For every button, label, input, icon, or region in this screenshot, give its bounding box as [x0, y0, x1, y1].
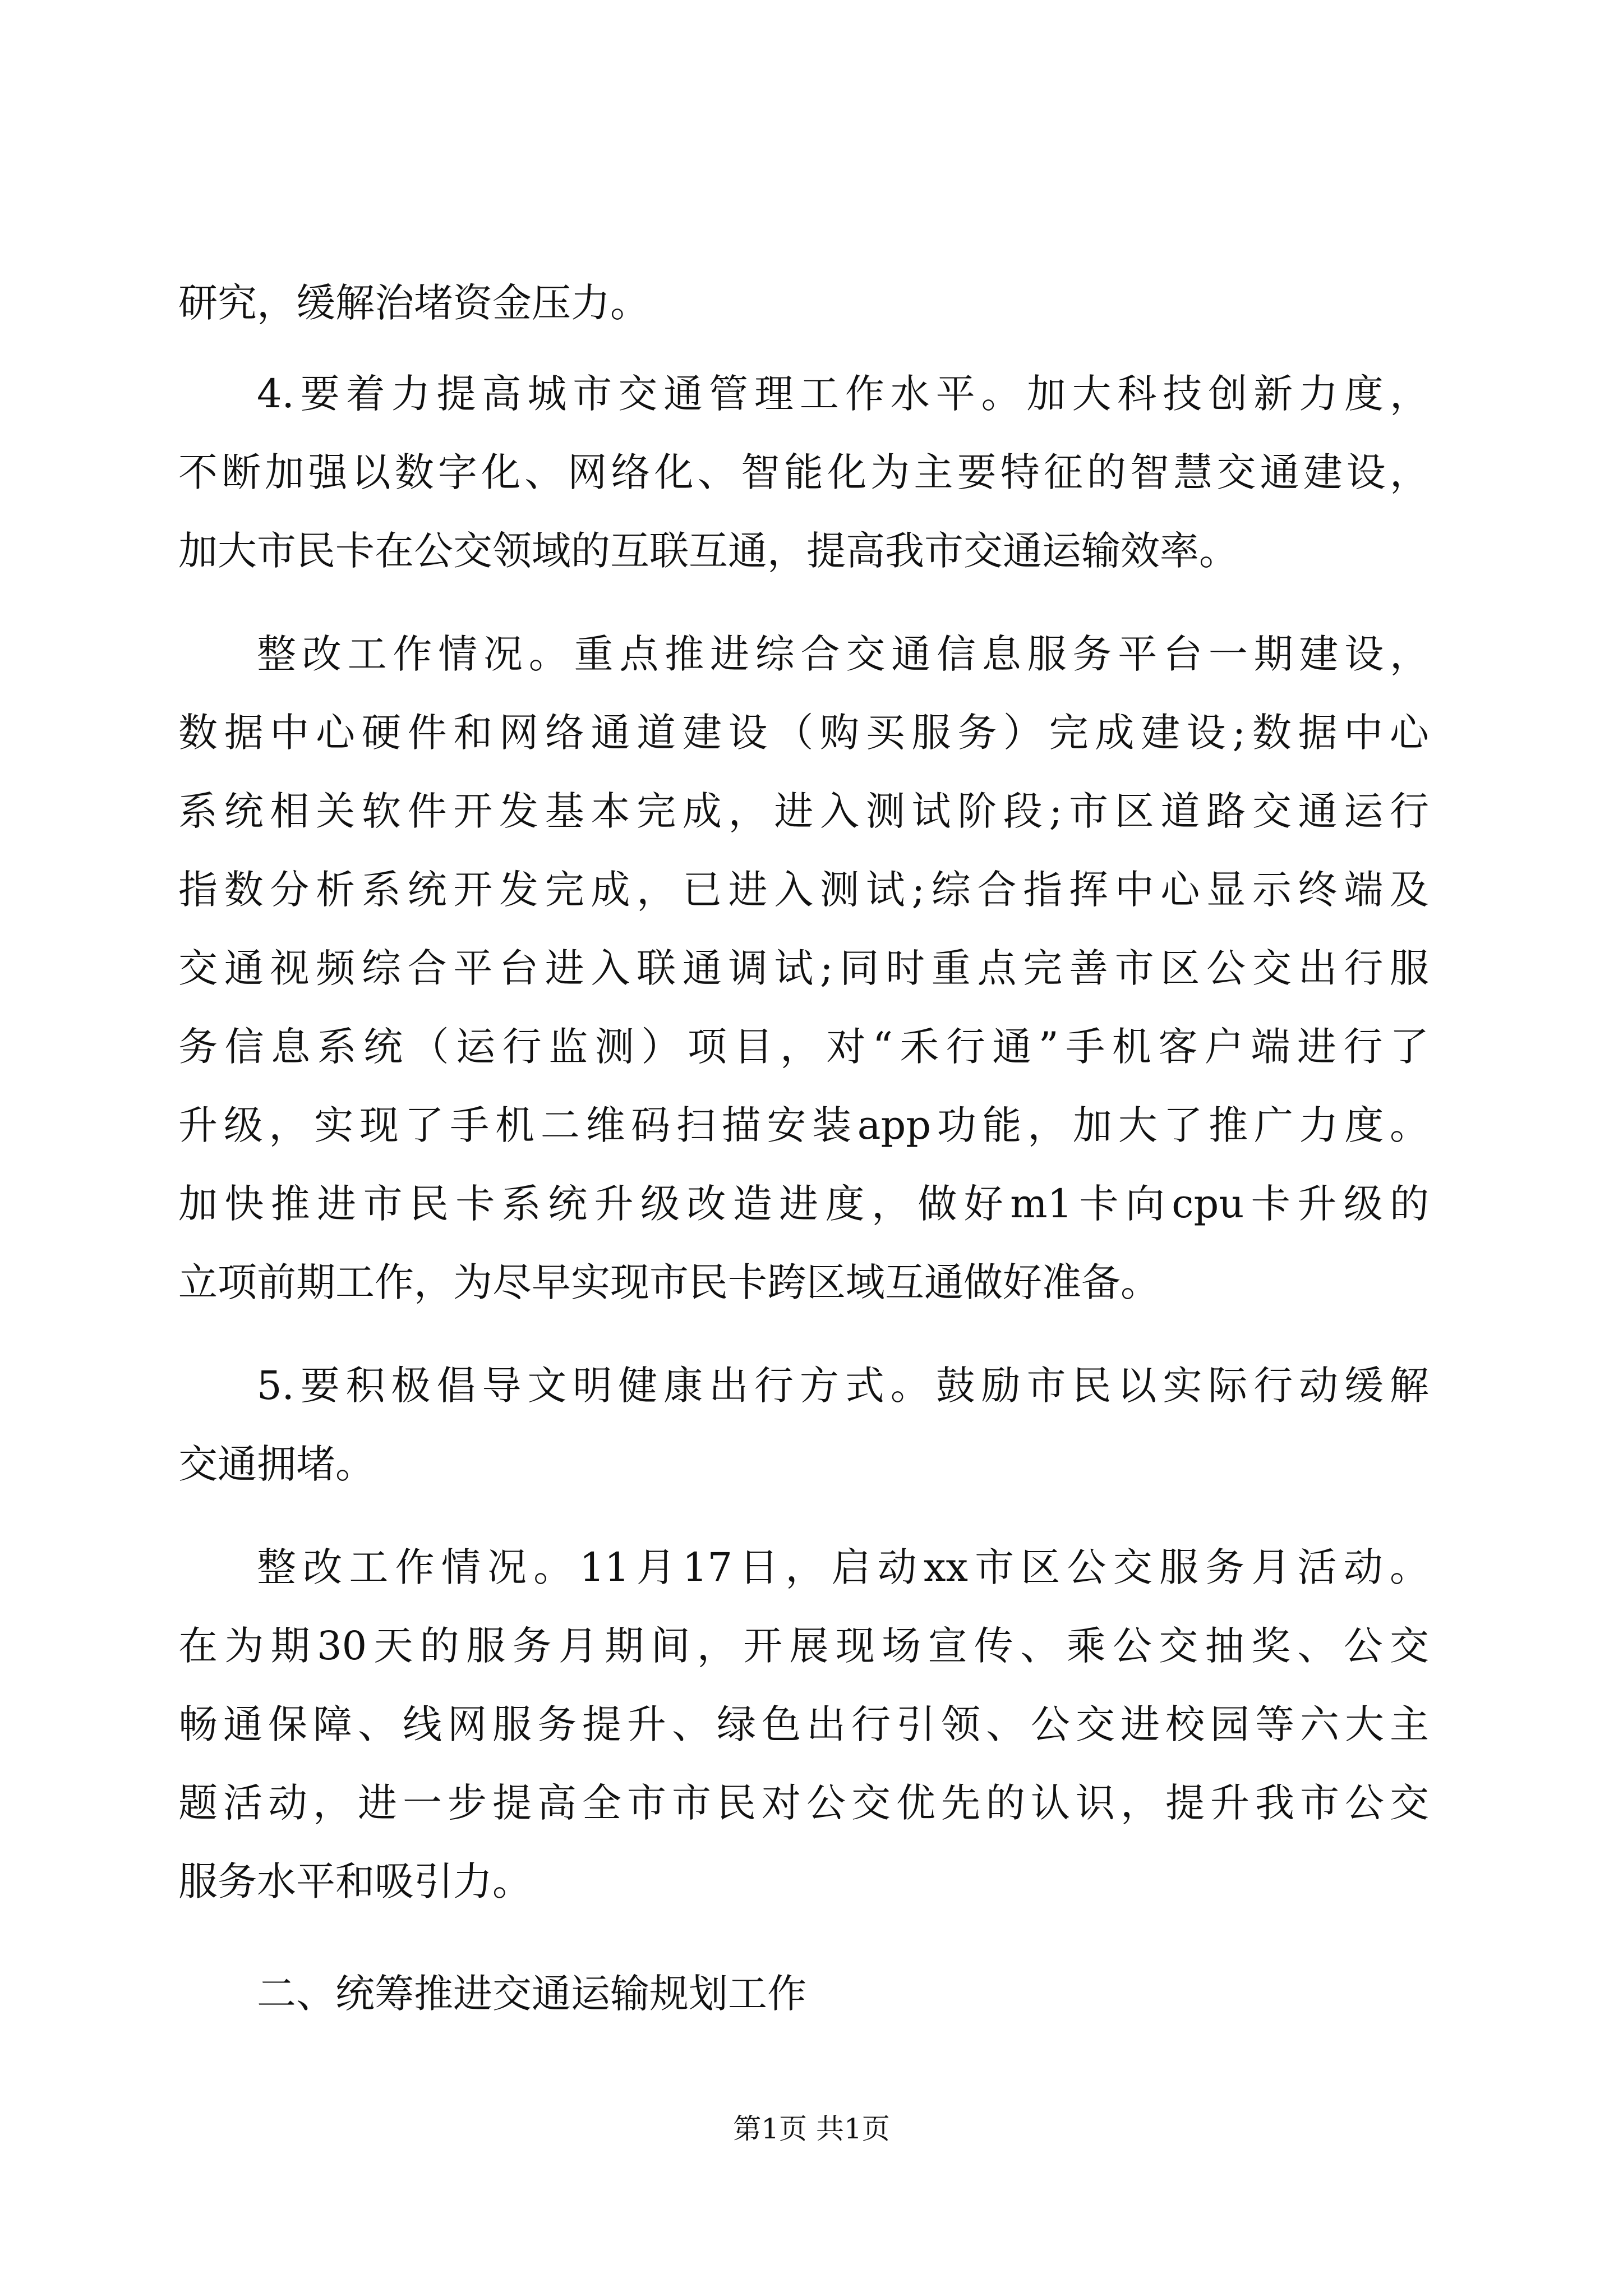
paragraph-line: 整改工作情况。重点推进综合交通信息服务平台一期建设， [257, 631, 1429, 677]
paragraph-line: 加快推进市民卡系统升级改造进度，做好m1卡向cpu卡升级的 [178, 1181, 1429, 1227]
paragraph-line: 指数分析系统开发完成，已进入测试;综合指挥中心显示终端及 [178, 867, 1429, 913]
paragraph-line: 整改工作情况。11月17日，启动xx市区公交服务月活动。 [257, 1544, 1429, 1590]
paragraph-line: 立项前期工作，为尽早实现市民卡跨区域互通做好准备。 [178, 1259, 1160, 1305]
paragraph-line: 不断加强以数字化、网络化、智能化为主要特征的智慧交通建设， [178, 449, 1429, 495]
paragraph-line: 4.要着力提高城市交通管理工作水平。加大科技创新力度， [257, 371, 1429, 417]
paragraph-line: 务信息系统（运行监测）项目，对“禾行通”手机客户端进行了 [178, 1024, 1429, 1070]
paragraph-line: 畅通保障、线网服务提升、绿色出行引领、公交进校园等六大主 [178, 1701, 1429, 1747]
paragraph-line: 交通拥堵。 [178, 1441, 375, 1487]
paragraph-line: 加大市民卡在公交领域的互联互通，提高我市交通运输效率。 [178, 528, 1238, 574]
page-footer [0, 2112, 1623, 2146]
section-heading: 二、统筹推进交通运输规划工作 [257, 1971, 806, 2017]
paragraph-line: 5.要积极倡导文明健康出行方式。鼓励市民以实际行动缓解 [257, 1363, 1429, 1409]
paragraph-line: 升级，实现了手机二维码扫描安装app功能，加大了推广力度。 [178, 1102, 1429, 1148]
paragraph-line: 交通视频综合平台进入联通调试;同时重点完善市区公交出行服 [178, 945, 1429, 991]
paragraph-line: 题活动，进一步提高全市市民对公交优先的认识，提升我市公交 [178, 1780, 1429, 1826]
paragraph-line: 研究，缓解治堵资金压力。 [178, 280, 649, 326]
page-number-label: 第1页 共1页 [733, 2113, 890, 2145]
document-body [178, 264, 1429, 2033]
paragraph-line: 在为期30天的服务月期间，开展现场宣传、乘公交抽奖、公交 [178, 1623, 1429, 1669]
paragraph-line: 数据中心硬件和网络通道建设（购买服务）完成建设;数据中心 [178, 710, 1429, 756]
paragraph-line: 系统相关软件开发基本完成，进入测试阶段;市区道路交通运行 [178, 788, 1429, 834]
paragraph-line: 服务水平和吸引力。 [178, 1858, 532, 1904]
